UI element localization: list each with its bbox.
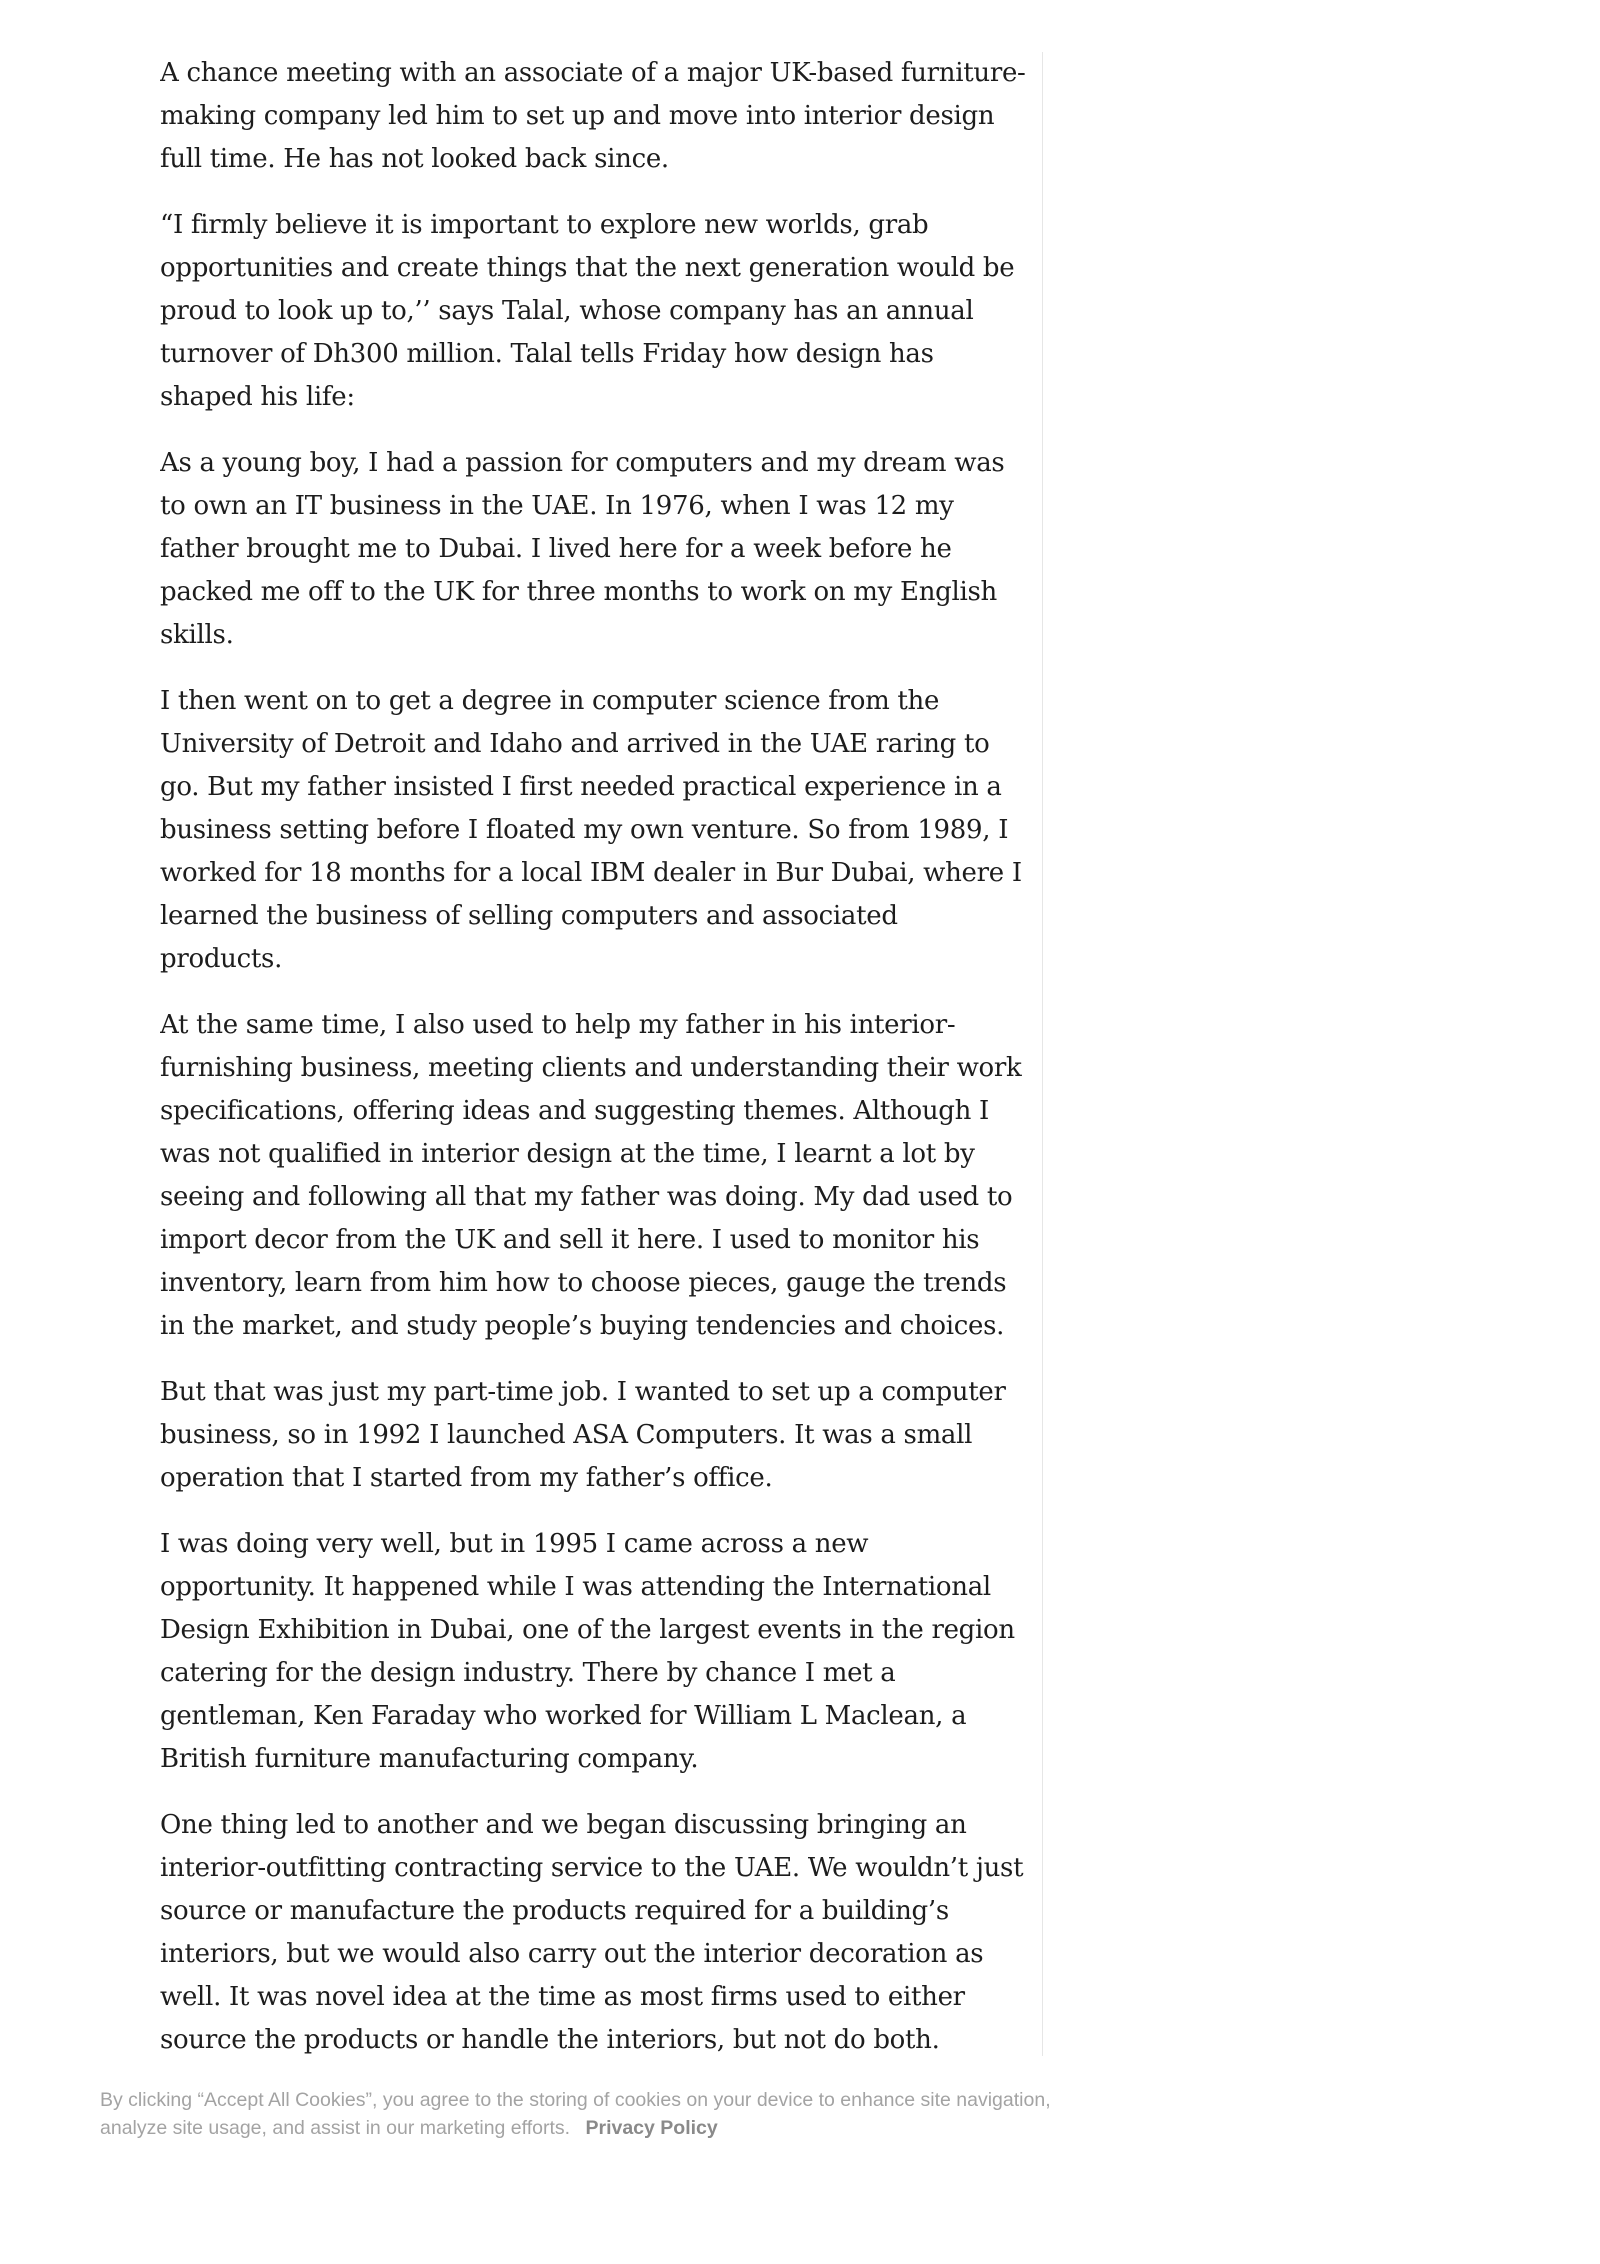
column-divider <box>1042 52 1043 2056</box>
article-paragraph: At the same time, I also used to help my father in his interior-furnishing business, meeting clients and understanding their work specifications, offering ideas and suggesting themes. Although I was not qualified in interior design at the time, I learnt a lot by seeing and following all that my father was doing. My dad used to import decor from the UK and sell it here. I used to monitor his inventory, learn from him how to choose pieces, gauge the trends in the market, and study people’s buying tendencies and choices. <box>160 1010 1022 1341</box>
article-paragraph: I was doing very well, but in 1995 I came across a new opportunity. It happened while I was attending the International Design Exhibition in Dubai, one of the largest events in the region catering for the design industry. There by chance I met a gentleman, Ken Faraday who worked for William L Maclean, a British furniture manufacturing company. <box>160 1529 1015 1774</box>
article-paragraph: One thing led to another and we began discussing bringing an interior-outfitting contracting service to the UAE. We wouldn’t just source or manufacture the products required for a building’s interiors, but we would also carry out the interior decoration as well. It was novel idea at the time as most firms used to either source the products or handle the interiors, but not do both. <box>160 1810 1024 2055</box>
article-paragraph: As a young boy, I had a passion for computers and my dream was to own an IT business in the UAE. In 1976, when I was 12 my father brought me to Dubai. I lived here for a week before he packed me off to the UK for three months to work on my English skills. <box>160 448 1005 650</box>
article-paragraph: A chance meeting with an associate of a major UK-based furniture-making company led him to set up and move into interior design full time. He has not looked back since. <box>160 58 1026 174</box>
cookie-banner <box>0 2056 1600 2264</box>
cookie-consent-message <box>100 2086 1060 2142</box>
article-paragraph: “I firmly believe it is important to explore new worlds, grab opportunities and create things that the next generation would be proud to look up to,’’ says Talal, whose company has an annual turnover of Dh300 million. Talal tells Friday how design has shaped his life: <box>160 210 1015 412</box>
article-body <box>160 52 1026 2056</box>
article-paragraph: I then went on to get a degree in computer science from the University of Detroit and Idaho and arrived in the UAE raring to go. But my father insisted I first needed practical experience in a business setting before I floated my own venture. So from 1989, I worked for 18 months for a local IBM dealer in Bur Dubai, where I learned the business of selling computers and associated products. <box>160 686 1022 974</box>
privacy-policy-link[interactable]: Privacy Policy <box>585 2117 718 2139</box>
article-paragraph: But that was just my part-time job. I wanted to set up a computer business, so in 1992 I launched ASA Computers. It was a small operation that I started from my father’s office. <box>160 1377 1006 1493</box>
cookie-consent-text: By clicking “Accept All Cookies”, you agree to the storing of cookies on your device to enhance site navigation, analyze site usage, and assist in our marketing efforts. <box>100 2089 1051 2139</box>
